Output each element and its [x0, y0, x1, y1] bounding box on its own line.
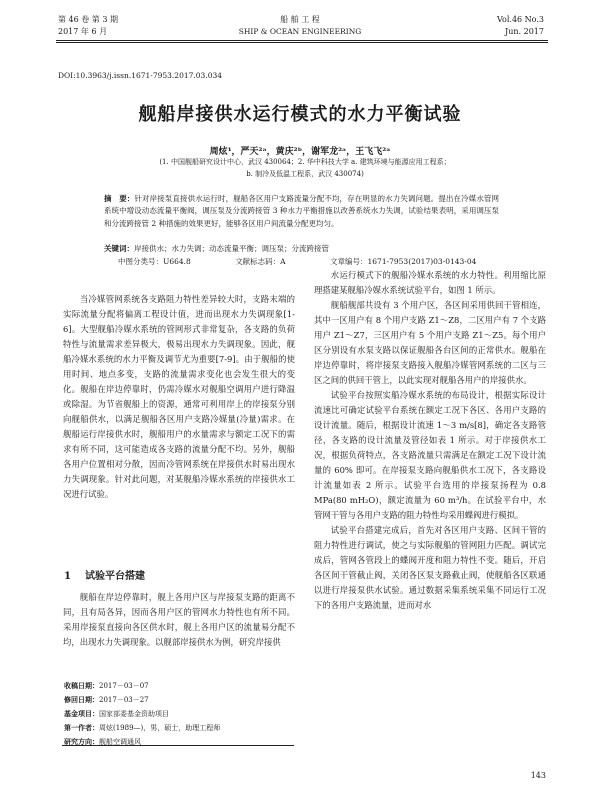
header-rule-bottom — [56, 42, 548, 43]
footnote-research-direction-text: 舰船空调通风 — [99, 738, 141, 746]
header-date: 2017 年 6 月 — [58, 27, 108, 36]
left-column-intro — [63, 292, 295, 502]
footnote-first-author — [64, 721, 304, 735]
footnote-first-author-label: 第一作者： — [64, 723, 99, 732]
keywords-label: 关键词： — [104, 244, 134, 253]
keywords-text: 岸接供水；水力失调；动态流量平衡；调压泵；分流跨接管 — [134, 244, 329, 253]
header-journal-cn: 船 舶 工 程 — [280, 15, 320, 24]
footnote-research-direction — [64, 735, 304, 749]
header-rule-top — [56, 40, 548, 41]
abstract-label: 摘 要： — [104, 194, 135, 203]
abstract — [104, 193, 499, 230]
footnote-first-author-text: 周炫(1989—)，男，硕士，助理工程师 — [99, 724, 221, 732]
page-number: 143 — [530, 771, 546, 780]
header-volume-issue: 第 46 卷 第 3 期 — [58, 15, 118, 24]
footnote-received-label: 收稿日期： — [64, 681, 99, 690]
affiliation-line-2: b. 制冷及低温工程系，武汉 430074) — [246, 170, 364, 178]
section-1-paragraph: 舰船在岸边停靠时，舰上各用户区与岸接泵支路的距离不同，且有局各异，因而各用户区的管网水力特性也有所不同。采用岸接泵直接向各区供水时，舰上各用户区的流量易分配不均，出现水力失调现象。以舰部岸接供水为例，研究岸接供 — [63, 592, 295, 647]
keywords — [104, 243, 504, 254]
footnote-received-text: 2017－03－07 — [99, 682, 149, 690]
classification-line — [118, 256, 518, 267]
footnote-funding — [64, 707, 304, 721]
article-title: 舰船岸接供水运行模式的水力平衡试验 — [138, 104, 462, 125]
footnote-revised — [64, 693, 304, 707]
article-number: 文章编号：1671-7953(2017)03-0143-04 — [330, 257, 477, 266]
right-paragraph-3: 试验平台按照实船冷媒水系统的布局设计，根据实际设计流速比可确定试验平台系统在额定工况下各区、各用户支路的设计流量。随后，根据设计流速 1～3 m/s[8]，确定各支路管径，各支路的设计流量及管径如表 1 所示。对于岸接供水工况，根据负荷特点，各支路流量只需满足在额定工况下设计流量的 60% 即可。在岸接泵支路向舰船供水工况下，各支路设计流量如表 2 所示。试验平台选用的岸接泵扬程为 0.8 MPa(80 mH₂O)，额定流量为 60 m³/h。在试验平台中，水管网干管与各用户支路的阻力特性均采用蝶阀进行模拟。 — [314, 390, 546, 520]
footnote-revised-label: 修回日期： — [64, 695, 99, 704]
affiliation-line-1: (1. 中国舰船研究设计中心，武汉 430064；2. 华中科技大学 a. 建筑环境与能源应用工程系； — [159, 158, 451, 166]
doi: DOI:10.3963/j.issn.1671-7953.2017.03.034 — [58, 71, 223, 80]
intro-paragraph: 当冷媒管网系统各支路阻力特性差异较大时，支路末端的实际流量分配将偏离工程设计值，进而出现水力失调现象[1-6]。大型舰船冷媒水系统的管网形式非常复杂，各支路的负荷特性与流量需求差异极大，极易出现水力失调现象。因此，舰船冷媒水系统的水力平衡及调节尤为重要[7-9]。由于舰船的使用时间、地点多变，支路的流量需求变化也会发生很大的变化。舰船在岸边停靠时，仍需冷媒水对舰船空调用户进行降温或除湿。为节省舰船上的资源，通常可利用岸上的岸接泵分别向舰船供水，以满足舰船各区用户支路冷媒量(冷量)需求。在舰船运行岸接供水时，舰船用户的水量需求与额定工况下的需求有所不同，这可能造成各支路的流量分配不均。另外，舰船各用户位置相对分散，因而冷管网系统在岸接供水时易出现水力失调现象。针对此问题，对某舰船冷媒水系统的岸接供水工况进行试验。 — [63, 294, 295, 499]
header-date-en: Jun. 2017 — [505, 27, 544, 36]
footnote-received — [64, 679, 304, 693]
left-column-section-1 — [63, 590, 295, 650]
abstract-text: 针对岸接泵直接供水运行时，舰船各区用户支路流量分配不均，存在明显的水力失调问题。提出在冷媒水管网系统中增设动态流量平衡阀，调压泵及分流跨接管 3 种水力平衡措施以改善系统水力失调，试验结果表明，采用调压泵和分流跨接管 2 种措施的效果更好，能够各区用户间流量分配更均匀。 — [104, 194, 500, 228]
section-1-heading — [64, 567, 159, 582]
footnote-revised-text: 2017－03－27 — [99, 696, 149, 704]
document-code: 文献标志码：A — [235, 257, 286, 266]
footnote-funding-label: 基金项目： — [64, 709, 99, 718]
right-paragraph-4: 试验平台搭建完成后，首先对各区用户支路、区间干管的阻力特性进行调试，使之与实际舰船的管网阻力匹配。调试完成后，管网各管段上的蝶阀开度和阻力特性不变。随后，开启各区间干管截止阀，关闭各区泵支路截止阀，使舰船各区联通以进行岸接泵供水试验。通过数据采集系统采集不同运行工况下的各用户支路流量，进而对水 — [314, 525, 546, 610]
section-title: 试验平台搭建 — [84, 571, 145, 582]
clc-number: 中图分类号：U664.8 — [118, 257, 191, 266]
section-number: 1 — [64, 571, 71, 582]
right-paragraph-2: 舰船舰部共设有 3 个用户区，各区间采用供回干管相连，其中一区用户有 8 个用户支路 Z1～Z8，二区用户有 7 个支路用户 Z1～Z7，三区用户有 5 个用户支路 Z1～Z5。每个用户区分别设有水泵支路以保证舰船各台区间的正常供水。舰船在岸边停靠时，将岸接泵支路接入舰船冷媒管网系统的二区与三区之间的供回干管上，以此实现对舰船各用户的岸接供水。 — [314, 300, 546, 385]
right-column — [314, 268, 546, 613]
footnote-funding-text: 国家部委基金资助项目 — [99, 710, 169, 718]
right-paragraph-1: 水运行模式下的舰船冷媒水系统的水力特性。利用缩比原理搭建某舰船冷媒水系统试验平台，如图 1 所示。 — [314, 270, 546, 295]
header-journal-en: SHIP & OCEAN ENGINEERING — [238, 27, 362, 36]
footnote-research-direction-label: 研究方向： — [64, 737, 99, 746]
header-volume-issue-en: Vol.46 No.3 — [497, 15, 544, 24]
authors: 周炫¹，严天²ᵃ，黄庆²ᵇ，谢军龙²ᵃ，王飞飞²ᵃ — [209, 147, 391, 157]
